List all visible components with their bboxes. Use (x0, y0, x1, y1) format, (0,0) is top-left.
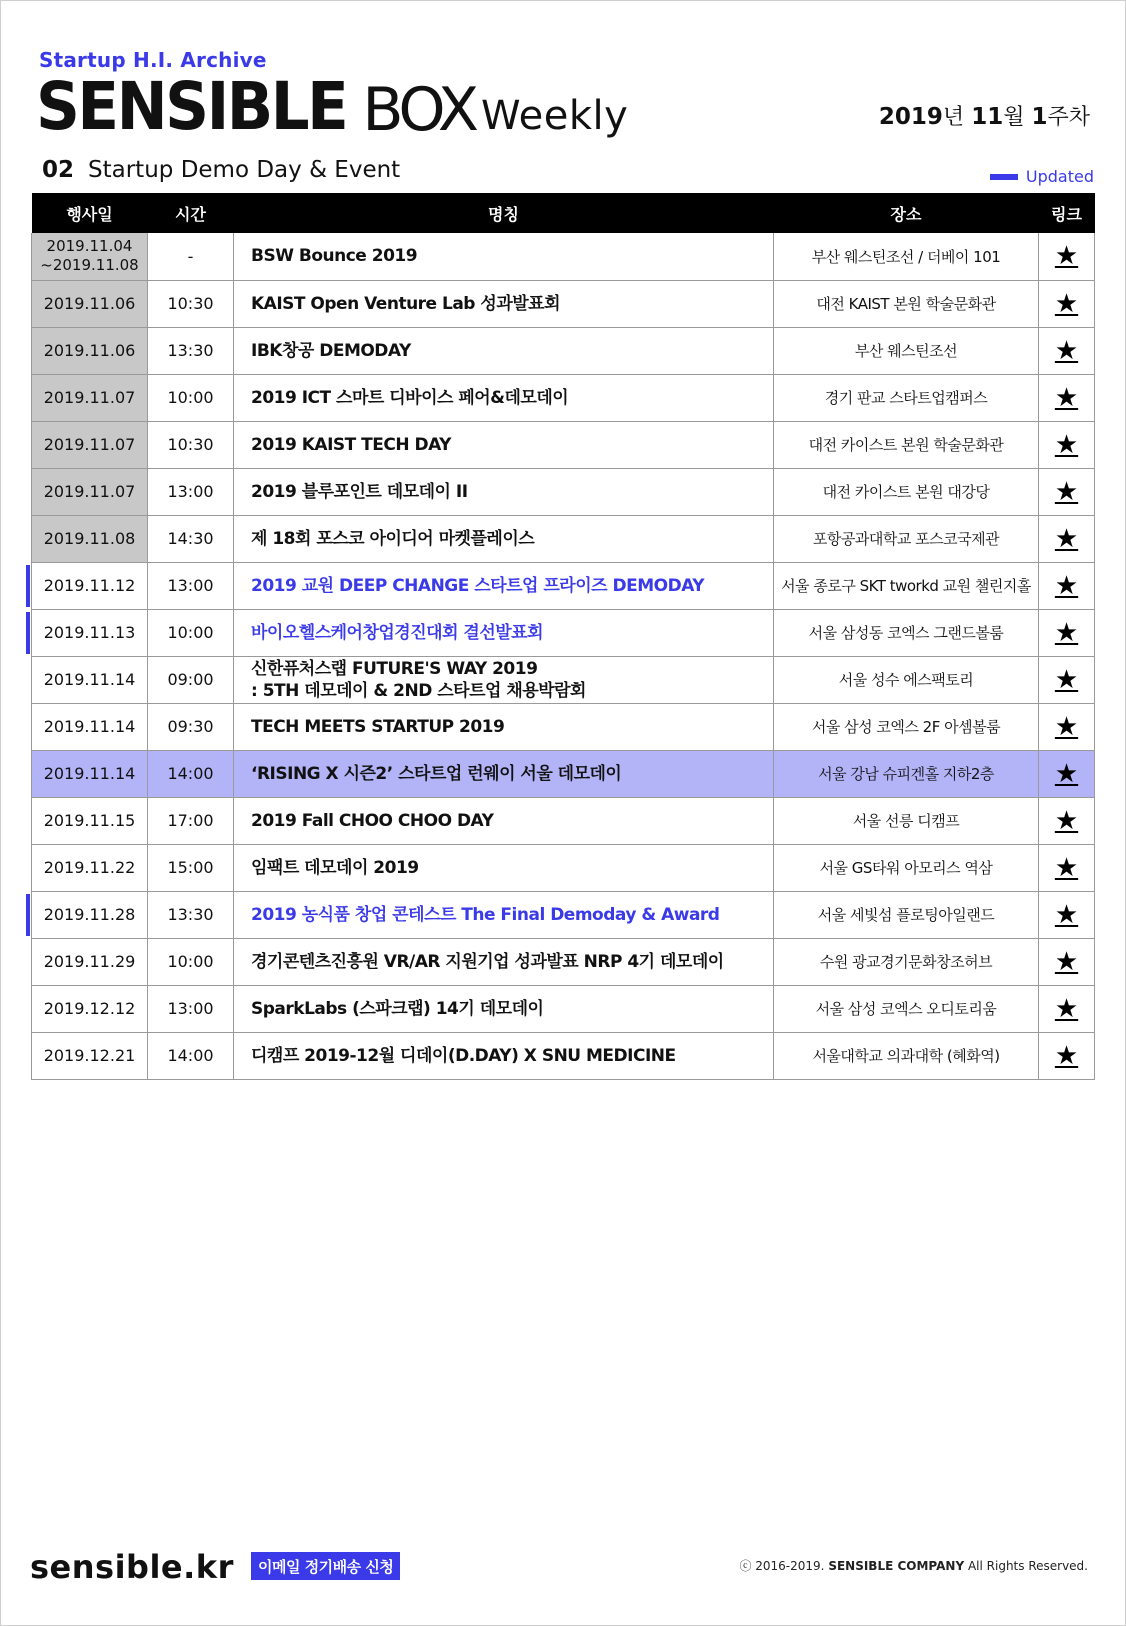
event-venue: 서울 선릉 디캠프 (774, 797, 1039, 844)
events-table (31, 193, 1095, 1080)
event-time: 10:30 (148, 280, 234, 327)
issue-year-unit: 년 (942, 105, 965, 130)
event-link-cell (1039, 656, 1095, 703)
event-time: 17:00 (148, 797, 234, 844)
event-date-start: 2019.11.22 (43, 858, 136, 877)
event-venue: 서울 종로구 SKT tworkd 교원 챌린지홀 (774, 562, 1039, 609)
event-name-line: 2019 KAIST TECH DAY (251, 434, 451, 455)
copyright-company: SENSIBLE COMPANY (828, 1559, 965, 1573)
event-link-cell (1039, 562, 1095, 609)
event-time: 09:30 (148, 703, 234, 750)
event-name-line: 신한퓨처스랩 FUTURE'S WAY 2019 (251, 658, 538, 679)
event-name-line: 디캠프 2019-12월 디데이(D.DAY) X SNU MEDICINE (251, 1045, 676, 1066)
event-date-start: 2019.11.12 (43, 576, 136, 595)
event-date-start: 2019.12.21 (43, 1046, 136, 1065)
event-name (234, 938, 774, 985)
event-date (32, 656, 148, 703)
section-title-text: Startup Demo Day & Event (88, 157, 401, 183)
table-row (32, 703, 1095, 750)
column-header-date: 행사일 (32, 193, 148, 233)
event-venue: 서울 삼성 코엑스 오디토리움 (774, 985, 1039, 1032)
event-name-line: BSW Bounce 2019 (251, 246, 418, 267)
event-link-cell (1039, 280, 1095, 327)
event-name (234, 609, 774, 656)
event-date-start: 2019.11.14 (43, 670, 136, 689)
event-name (234, 844, 774, 891)
event-name (234, 1032, 774, 1079)
star-icon[interactable]: ★ (1054, 617, 1079, 648)
table-row (32, 562, 1095, 609)
brand-light: BOX (362, 75, 475, 145)
event-date-end: ~2019.11.08 (40, 256, 139, 275)
event-name (234, 468, 774, 515)
event-venue: 서울 강남 슈피겐홀 지하2층 (774, 750, 1039, 797)
table-row (32, 515, 1095, 562)
table-row (32, 468, 1095, 515)
table-row (32, 421, 1095, 468)
event-date (32, 562, 148, 609)
table-row (32, 797, 1095, 844)
star-icon[interactable]: ★ (1054, 1040, 1079, 1071)
copyright-suffix: All Rights Reserved. (967, 1559, 1088, 1573)
event-date (32, 797, 148, 844)
event-name (234, 562, 774, 609)
event-name (234, 280, 774, 327)
event-name-line: 임팩트 데모데이 2019 (251, 857, 419, 878)
star-icon[interactable]: ★ (1054, 946, 1079, 977)
event-date-start: 2019.11.06 (43, 341, 136, 360)
issue-year: 2019 (878, 104, 943, 130)
event-venue: 수원 광교경기문화창조허브 (774, 938, 1039, 985)
event-time: 14:00 (148, 1032, 234, 1079)
event-date (32, 515, 148, 562)
issue-week (879, 100, 1090, 131)
event-date (32, 938, 148, 985)
event-time: 15:00 (148, 844, 234, 891)
event-date (32, 891, 148, 938)
copyright-prefix: ⓒ 2016-2019. (739, 1559, 825, 1573)
event-time: 09:00 (148, 656, 234, 703)
event-time: 14:00 (148, 750, 234, 797)
event-link-cell (1039, 609, 1095, 656)
event-date-start: 2019.11.28 (43, 905, 136, 924)
event-name (234, 750, 774, 797)
event-name-line: 제 18회 포스코 아이디어 마켓플레이스 (251, 528, 535, 549)
subscribe-button[interactable]: 이메일 정기배송 신청 (251, 1552, 400, 1580)
event-date-start: 2019.11.13 (43, 623, 136, 642)
table-row (32, 891, 1095, 938)
event-date (32, 750, 148, 797)
event-name-line: 2019 블루포인트 데모데이 II (251, 481, 468, 502)
event-link-cell (1039, 750, 1095, 797)
star-icon[interactable]: ★ (1054, 570, 1079, 601)
event-name (234, 703, 774, 750)
event-date-start: 2019.11.06 (43, 294, 136, 313)
event-venue: 대전 KAIST 본원 학술문화관 (774, 280, 1039, 327)
event-time: 13:30 (148, 327, 234, 374)
event-link-cell (1039, 327, 1095, 374)
table-row (32, 938, 1095, 985)
updated-legend-label: Updated (1025, 167, 1094, 186)
event-venue: 서울 삼성동 코엑스 그랜드볼룸 (774, 609, 1039, 656)
table-row (32, 327, 1095, 374)
event-date-start: 2019.11.14 (43, 764, 136, 783)
event-date-start: 2019.11.07 (43, 482, 136, 501)
brand-strong: SENSIBLE (36, 68, 347, 146)
event-name-line: IBK창공 DEMODAY (251, 340, 411, 361)
table-row (32, 656, 1095, 703)
table-row (32, 985, 1095, 1032)
event-link-cell (1039, 938, 1095, 985)
event-time: 10:30 (148, 421, 234, 468)
event-name (234, 891, 774, 938)
brand-logo (36, 68, 629, 146)
event-name-line: 2019 ICT 스마트 디바이스 페어&데모데이 (251, 387, 569, 408)
star-icon[interactable]: ★ (1054, 382, 1079, 413)
updated-swatch (990, 174, 1018, 180)
issue-week-num: 1 (1031, 104, 1048, 130)
event-date-start: 2019.11.29 (43, 952, 136, 971)
event-venue: 서울대학교 의과대학 (혜화역) (774, 1032, 1039, 1079)
event-date-start: 2019.11.04 (46, 237, 133, 256)
event-link-cell (1039, 233, 1095, 280)
column-header-time: 시간 (148, 193, 234, 233)
event-link-cell (1039, 421, 1095, 468)
event-date (32, 844, 148, 891)
star-icon[interactable]: ★ (1054, 852, 1079, 883)
event-time: 13:00 (148, 562, 234, 609)
event-time: 10:00 (148, 609, 234, 656)
event-link-cell (1039, 468, 1095, 515)
event-date (32, 703, 148, 750)
event-name (234, 421, 774, 468)
event-date (32, 374, 148, 421)
event-name (234, 374, 774, 421)
event-venue: 부산 웨스틴조선 (774, 327, 1039, 374)
event-name-line: 바이오헬스케어창업경진대회 결선발표회 (251, 622, 544, 643)
copyright (739, 1557, 1088, 1574)
event-date-start: 2019.12.12 (43, 999, 136, 1018)
brand-weekly: Weekly (480, 93, 629, 139)
star-icon[interactable]: ★ (1054, 523, 1079, 554)
event-name-line: 경기콘텐츠진흥원 VR/AR 지원기업 성과발표 NRP 4기 데모데이 (251, 951, 724, 972)
column-header-venue: 장소 (774, 193, 1039, 233)
updated-legend (990, 167, 1094, 186)
star-icon[interactable]: ★ (1054, 805, 1079, 836)
table-header-row (32, 193, 1095, 233)
section-number: 02 (42, 157, 75, 183)
column-header-name: 명칭 (234, 193, 774, 233)
table-row (32, 609, 1095, 656)
table-row (32, 750, 1095, 797)
event-name (234, 985, 774, 1032)
table-row (32, 844, 1095, 891)
event-name-line: TECH MEETS STARTUP 2019 (251, 716, 505, 737)
table-row (32, 233, 1095, 280)
event-name-line: 2019 Fall CHOO CHOO DAY (251, 810, 494, 831)
table-row (32, 1032, 1095, 1079)
event-time: 10:00 (148, 374, 234, 421)
star-icon[interactable]: ★ (1054, 758, 1079, 789)
star-icon[interactable]: ★ (1054, 288, 1079, 319)
event-venue: 포항공과대학교 포스코국제관 (774, 515, 1039, 562)
star-icon[interactable]: ★ (1054, 993, 1079, 1024)
event-name-line: 2019 농식품 창업 콘테스트 The Final Demoday & Award (251, 904, 720, 925)
star-icon[interactable]: ★ (1054, 241, 1079, 272)
issue-month-unit: 월 (1003, 105, 1025, 130)
event-venue: 서울 세빛섬 플로팅아일랜드 (774, 891, 1039, 938)
event-time: 13:00 (148, 985, 234, 1032)
event-date (32, 421, 148, 468)
event-name-line: KAIST Open Venture Lab 성과발표회 (251, 293, 561, 314)
event-venue: 서울 GS타워 아모리스 역삼 (774, 844, 1039, 891)
event-date (32, 233, 148, 280)
event-link-cell (1039, 891, 1095, 938)
event-date-start: 2019.11.07 (43, 435, 136, 454)
event-name (234, 515, 774, 562)
event-time: 13:30 (148, 891, 234, 938)
event-venue: 대전 카이스트 본원 학술문화관 (774, 421, 1039, 468)
star-icon[interactable]: ★ (1054, 899, 1079, 930)
star-icon[interactable]: ★ (1054, 429, 1079, 460)
event-date (32, 327, 148, 374)
event-date (32, 468, 148, 515)
event-name-line: 2019 교원 DEEP CHANGE 스타트업 프라이즈 DEMODAY (251, 575, 705, 596)
event-venue: 서울 성수 에스팩토리 (774, 656, 1039, 703)
event-venue: 경기 판교 스타트업캠퍼스 (774, 374, 1039, 421)
event-date (32, 1032, 148, 1079)
issue-month: 11 (971, 104, 1004, 130)
event-name-subline: : 5TH 데모데이 & 2ND 스타트업 채용박람회 (251, 680, 586, 701)
event-date (32, 985, 148, 1032)
table-row (32, 374, 1095, 421)
event-date (32, 280, 148, 327)
event-time: - (148, 233, 234, 280)
star-icon[interactable]: ★ (1054, 335, 1079, 366)
star-icon[interactable]: ★ (1054, 476, 1079, 507)
event-date-start: 2019.11.14 (43, 717, 136, 736)
star-icon[interactable]: ★ (1054, 664, 1079, 695)
event-name (234, 233, 774, 280)
event-link-cell (1039, 844, 1095, 891)
issue-week-unit: 주차 (1047, 105, 1090, 130)
event-link-cell (1039, 797, 1095, 844)
event-date-start: 2019.11.08 (43, 529, 136, 548)
event-venue: 서울 삼성 코엑스 2F 아셈볼룸 (774, 703, 1039, 750)
table-row (32, 280, 1095, 327)
event-link-cell (1039, 985, 1095, 1032)
event-name-line: ‘RISING X 시즌2’ 스타트업 런웨이 서울 데모데이 (251, 763, 622, 784)
event-link-cell (1039, 374, 1095, 421)
event-link-cell (1039, 1032, 1095, 1079)
event-venue: 대전 카이스트 본원 대강당 (774, 468, 1039, 515)
event-name (234, 327, 774, 374)
event-time: 13:00 (148, 468, 234, 515)
section-title (42, 157, 400, 183)
column-header-link: 링크 (1039, 193, 1095, 233)
event-date-start: 2019.11.07 (43, 388, 136, 407)
event-time: 14:30 (148, 515, 234, 562)
event-link-cell (1039, 703, 1095, 750)
event-name-line: SparkLabs (스파크랩) 14기 데모데이 (251, 998, 544, 1019)
event-name (234, 797, 774, 844)
event-time: 10:00 (148, 938, 234, 985)
star-icon[interactable]: ★ (1054, 711, 1079, 742)
footer-site-logo[interactable]: sensible.kr (30, 1548, 234, 1586)
archive-label: Startup H.I. Archive (39, 48, 267, 72)
event-date-start: 2019.11.15 (43, 811, 136, 830)
event-name (234, 656, 774, 703)
event-date (32, 609, 148, 656)
event-rows (32, 233, 1095, 1079)
event-link-cell (1039, 515, 1095, 562)
event-venue: 부산 웨스틴조선 / 더베이 101 (774, 233, 1039, 280)
